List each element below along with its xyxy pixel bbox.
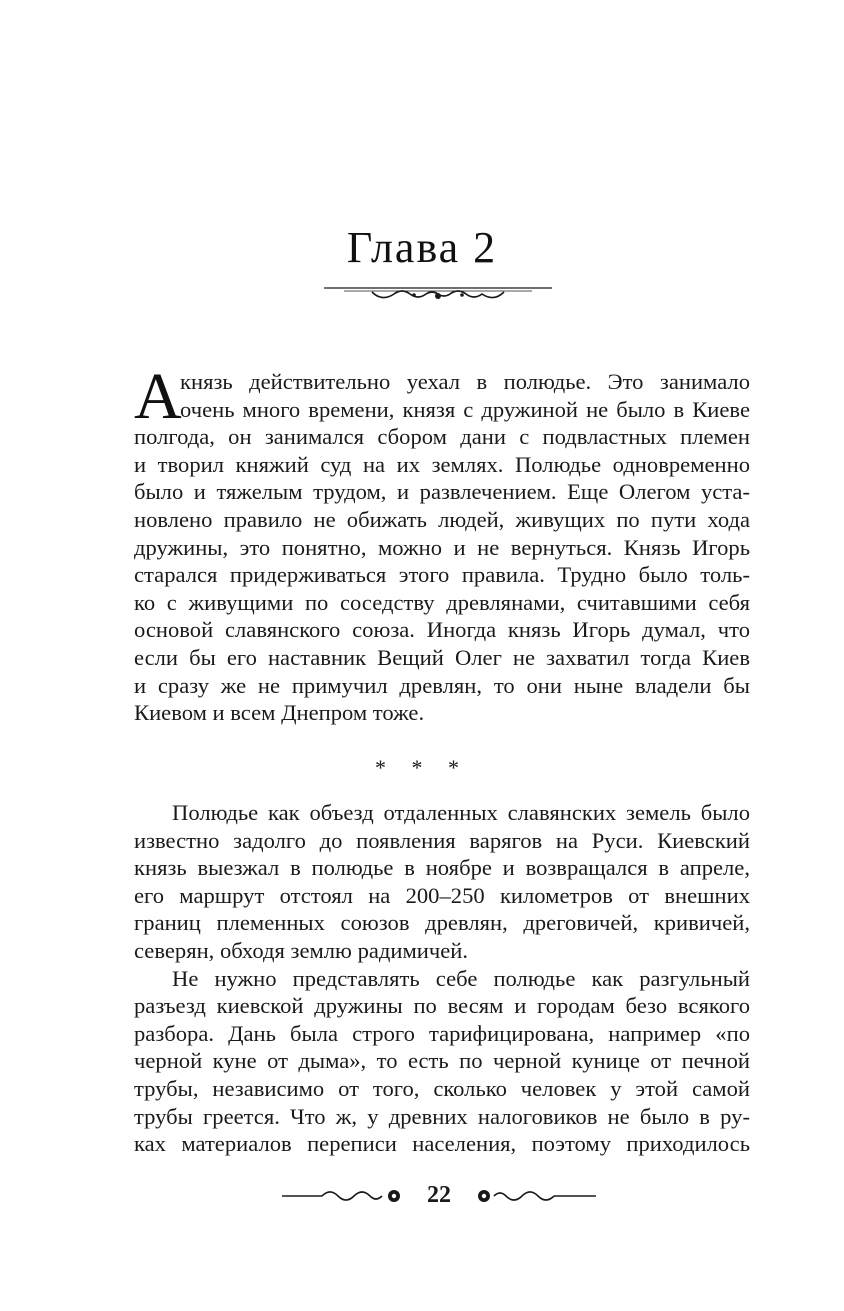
text-line: разбора. Дань была строго тарифицирована, например «по	[134, 1020, 750, 1046]
footer-flourish-right-icon	[466, 1184, 596, 1208]
text-line: ках материалов переписи населения, поэтому приходилось	[134, 1131, 750, 1157]
text-line: новлено правило не обижать людей, живущих по пути хода	[134, 506, 750, 532]
text-line: и творил княжий суд на их землях. Полюдье одновременно	[134, 451, 750, 477]
text-line: ко с живущими по соседству древлянами, считавшими себя	[134, 589, 750, 615]
text-line: северян, обходя землю радимичей.	[134, 937, 469, 963]
text-line: разъезд киевской дружины по весям и городам безо всякого	[134, 993, 750, 1019]
text-line: границ племенных союзов древлян, дреговичей, кривичей,	[134, 910, 750, 936]
section-separator: * * *	[375, 755, 469, 780]
text-line: было и тяжелым трудом, и развлечением. Еще Олегом уста-	[134, 479, 750, 505]
drop-cap: А	[134, 360, 182, 433]
chapter-title: Глава 2	[346, 223, 498, 272]
text-line: полгода, он занимался сбором дани с подвластных племен	[134, 424, 750, 450]
text-line: Не нужно представлять себе полюдье как разгульный	[172, 965, 750, 991]
page-number: 22	[427, 1182, 451, 1208]
footer-flourish-left-icon	[282, 1184, 412, 1208]
paragraph-1	[134, 360, 750, 727]
text-line: трубы, независимо от того, сколько человек у этой самой	[134, 1075, 750, 1101]
text-line: Полюдье как объезд отдаленных славянских земель было	[172, 800, 750, 825]
text-line: трубы греется. Что ж, у древних налоговиков не было в ру-	[134, 1103, 750, 1129]
text-line: князь действительно уехал в полюдье. Это занимало	[180, 369, 750, 394]
text-line: и сразу же не примучил древлян, то они ныне владели бы	[134, 672, 750, 698]
text-line: дружины, это понятно, можно и не вернуться. Князь Игорь	[134, 534, 750, 560]
text-line: основой славянского союза. Иногда князь Игорь думал, что	[134, 617, 750, 643]
text-line: очень много времени, князя с дружиной не было в Киеве	[180, 396, 750, 422]
text-line: старался придерживаться этого правила. Трудно было толь-	[134, 562, 750, 588]
paragraph-2-3	[134, 799, 750, 1158]
text-line: известно задолго до появления варягов на Руси. Киевский	[134, 827, 750, 853]
text-line: черной куне от дыма», то есть по черной кунице от печной	[134, 1048, 750, 1074]
title-flourish-icon	[324, 282, 552, 304]
text-line: если бы его наставник Вещий Олег не захватил тогда Киев	[134, 644, 750, 670]
text-line: Киевом и всем Днепром тоже.	[134, 700, 425, 726]
text-line: князь выезжал в полюдье в ноябре и возвращался в апреле,	[134, 855, 750, 881]
text-line: его маршрут отстоял на 200–250 километров от внешних	[134, 882, 750, 908]
